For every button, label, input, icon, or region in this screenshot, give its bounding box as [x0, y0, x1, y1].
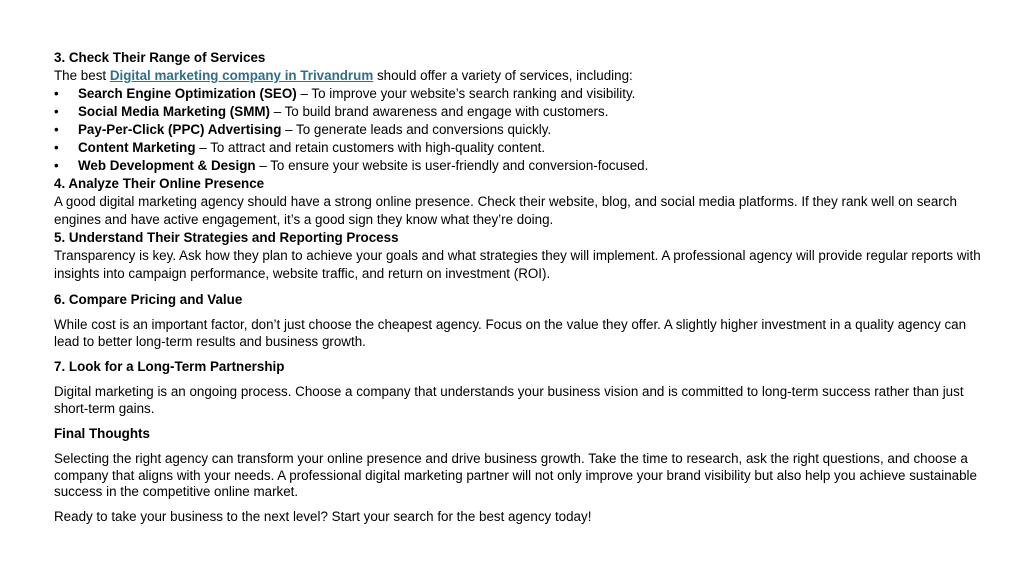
intro-text-after: should offer a variety of services, including: — [373, 68, 633, 83]
services-list — [54, 85, 989, 175]
section-6-body: While cost is an important factor, don’t just choose the cheapest agency. Focus on the value they offer. A slightly higher investment in a quality agency can lead to better long-term results and business growth. — [54, 317, 967, 349]
service-description: – To improve your website’s search ranking and visibility. — [296, 86, 636, 101]
intro-text-before: The best — [54, 68, 110, 83]
final-thoughts-body: Selecting the right agency can transform your online presence and drive business growth. Take the time to research, ask the right questions, and choose a company that aligns with your needs. A professional digital marketing partner will not only improve your brand visibility but also help you achieve sustainable success in the competitive online market. — [54, 451, 977, 499]
final-thoughts-heading: Final Thoughts — [54, 426, 150, 441]
service-description: – To generate leads and conversions quickly. — [281, 122, 552, 137]
section-4-heading: 4. Analyze Their Online Presence — [54, 176, 265, 191]
trivandrum-company-link[interactable]: Digital marketing company in Trivandrum — [109, 68, 374, 83]
section-5-heading: 5. Understand Their Strategies and Reporting Process — [54, 230, 399, 245]
bullet-icon: • — [54, 86, 59, 101]
section-3-intro — [54, 67, 989, 85]
list-item — [54, 103, 989, 121]
service-description: – To attract and retain customers with high-quality content. — [195, 140, 546, 155]
document-page — [54, 49, 989, 525]
section-7-body: Digital marketing is an ongoing process. Choose a company that understands your business vision and is committed to long-term success rather than just short-term gains. — [54, 384, 964, 416]
section-3-heading: 3. Check Their Range of Services — [54, 50, 266, 65]
section-6-heading: 6. Compare Pricing and Value — [54, 292, 243, 307]
list-item — [54, 139, 989, 157]
bullet-icon: • — [54, 158, 59, 173]
section-7-heading: 7. Look for a Long-Term Partnership — [54, 359, 285, 374]
bullet-icon: • — [54, 140, 59, 155]
call-to-action: Ready to take your business to the next level? Start your search for the best agency today! — [54, 508, 592, 524]
service-title: Content Marketing — [78, 140, 196, 155]
service-description: – To build brand awareness and engage with customers. — [269, 104, 609, 119]
list-item — [54, 85, 989, 103]
section-4-body: A good digital marketing agency should have a strong online presence. Check their website, blog, and social media platforms. If they rank well on search engines and have active engagement, it’s a good sign they know what they’re doing. — [54, 194, 957, 227]
service-title: Pay-Per-Click (PPC) Advertising — [78, 122, 282, 137]
service-description: – To ensure your website is user-friendly and conversion-focused. — [255, 158, 649, 173]
bullet-icon: • — [54, 104, 59, 119]
service-title: Search Engine Optimization (SEO) — [78, 86, 297, 101]
service-title: Social Media Marketing (SMM) — [78, 104, 270, 119]
section-5-body: Transparency is key. Ask how they plan to achieve your goals and what strategies they will implement. A professional agency will provide regular reports with insights into campaign performance, website traffic, and return on investment (ROI). — [54, 248, 981, 281]
bullet-icon: • — [54, 122, 59, 137]
list-item — [54, 121, 989, 139]
service-title: Web Development & Design — [78, 158, 256, 173]
list-item — [54, 157, 989, 175]
